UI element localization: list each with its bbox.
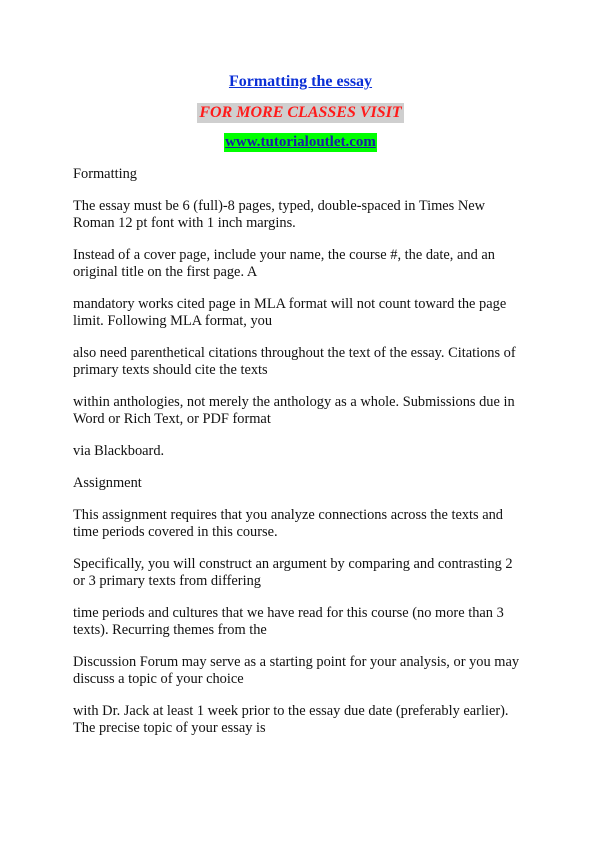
document-body bbox=[73, 166, 528, 737]
section-heading-formatting: Formatting bbox=[73, 166, 137, 182]
paragraph: Instead of a cover page, include your name, the course #, the date, and an original title on the first page. A bbox=[73, 247, 495, 280]
paragraph: Specifically, you will construct an argument by comparing and contrasting 2 or 3 primary texts from differing bbox=[73, 556, 513, 589]
title-link[interactable]: Formatting the essay bbox=[228, 73, 373, 90]
website-link[interactable]: www.tutorialoutlet.com bbox=[225, 134, 376, 150]
paragraph: The essay must be 6 (full)-8 pages, typed, double-spaced in Times New Roman 12 pt font with 1 inch margins. bbox=[73, 198, 486, 231]
paragraph: mandatory works cited page in MLA format will not count toward the page limit. Following MLA format, you bbox=[73, 296, 507, 329]
document-header bbox=[73, 72, 528, 152]
paragraph: with Dr. Jack at least 1 week prior to the essay due date (preferably earlier). The precise topic of your essay is bbox=[73, 703, 509, 736]
promo-banner: FOR MORE CLASSES VISIT bbox=[199, 104, 402, 121]
paragraph: This assignment requires that you analyze connections across the texts and time periods covered in this course. bbox=[73, 507, 503, 540]
section-heading-assignment: Assignment bbox=[73, 475, 142, 491]
paragraph: via Blackboard. bbox=[73, 443, 165, 459]
document-title bbox=[73, 72, 528, 92]
paragraph: time periods and cultures that we have read for this course (no more than 3 texts). Recurring themes from the bbox=[73, 605, 504, 638]
paragraph: also need parenthetical citations throughout the text of the essay. Citations of primary texts should cite the texts bbox=[73, 345, 516, 378]
paragraph: Discussion Forum may serve as a starting point for your analysis, or you may discuss a topic of your choice bbox=[73, 654, 520, 687]
paragraph: within anthologies, not merely the anthology as a whole. Submissions due in Word or Rich Text, or PDF format bbox=[73, 394, 515, 427]
